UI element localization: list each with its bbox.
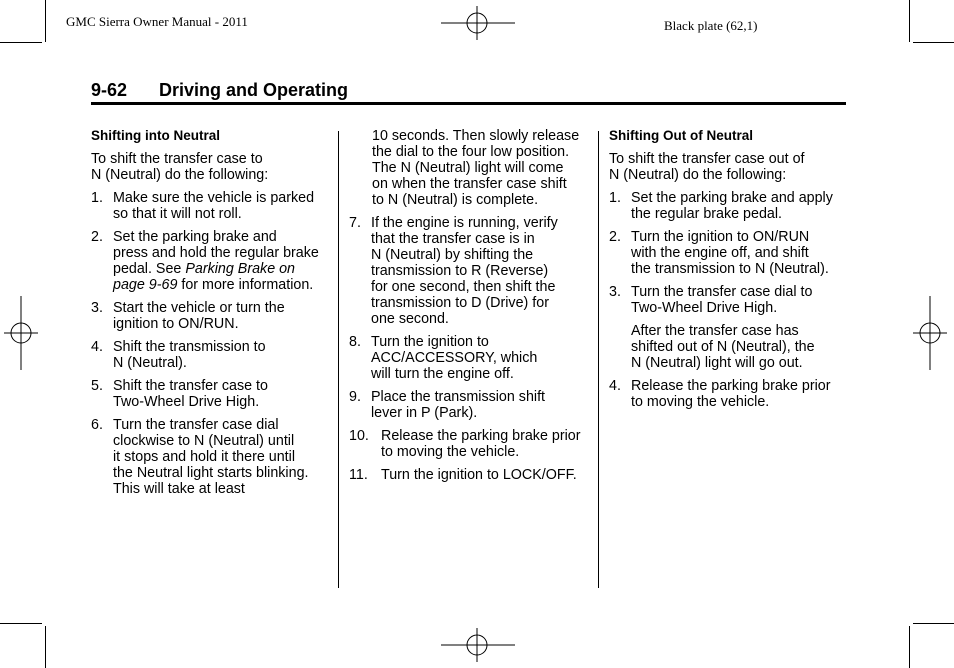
list-item: 5. Shift the transfer case to Two-Wheel Drive High. xyxy=(91,378,268,410)
list-item: 2. Turn the ignition to ON/RUN with the engine off, and shift the transmission to N (Neutral). xyxy=(609,229,829,277)
subheading: Shifting into Neutral xyxy=(91,128,220,143)
page-number: 9-62 xyxy=(91,80,128,100)
intro-paragraph: To shift the transfer case out of N (Neutral) do the following: xyxy=(609,151,805,183)
column-3 xyxy=(609,128,849,417)
crop-mark xyxy=(913,623,954,624)
crop-mark xyxy=(45,0,46,42)
crop-mark xyxy=(0,623,42,624)
registration-mark-icon xyxy=(441,628,515,662)
indented-paragraph: After the transfer case has shifted out of N (Neutral), the N (Neutral) light will go out. xyxy=(631,323,815,371)
list-item: 4. Shift the transmission to N (Neutral). xyxy=(91,339,266,371)
list-item: 9. Place the transmission shift lever in P (Park). xyxy=(349,389,546,421)
cross-reference-page[interactable]: page 9-69 xyxy=(113,277,178,293)
column-divider xyxy=(338,131,339,588)
column-2 xyxy=(349,128,589,490)
section-title: Driving and Operating xyxy=(159,80,349,100)
list-item: 1. Make sure the vehicle is parked so that it will not roll. xyxy=(91,190,315,222)
cross-reference-link[interactable]: Parking Brake on xyxy=(185,261,296,277)
column-divider xyxy=(598,131,599,588)
registration-mark-icon xyxy=(913,296,947,370)
plate-label: Black plate (62,1) xyxy=(664,18,758,33)
page-header xyxy=(91,80,846,105)
list-item: 7. If the engine is running, verify that the transfer case is in N (Neutral) by shifting the transmission to R (Reverse) for one second, then shift the transmission to D (Drive) for one second. xyxy=(349,215,558,327)
list-item: 8. Turn the ignition to ACC/ACCESSORY, which will turn the engine off. xyxy=(349,334,538,382)
crop-mark xyxy=(45,626,46,668)
list-item: 2. Set the parking brake and press and hold the regular brake pedal. See Parking Brake on page 9-69 for more information. xyxy=(91,229,319,293)
list-item: 3. Start the vehicle or turn the ignition to ON/RUN. xyxy=(91,300,285,332)
manual-title: GMC Sierra Owner Manual - 2011 xyxy=(66,14,248,29)
registration-mark-icon xyxy=(441,6,515,40)
list-item: 4. Release the parking brake prior to moving the vehicle. xyxy=(609,378,831,410)
list-item: 11. Turn the ignition to LOCK/OFF. xyxy=(349,467,577,483)
crop-mark xyxy=(909,626,910,668)
crop-mark xyxy=(913,42,954,43)
subheading: Shifting Out of Neutral xyxy=(609,128,753,143)
registration-mark-icon xyxy=(4,296,38,370)
list-item: 1. Set the parking brake and apply the regular brake pedal. xyxy=(609,190,833,222)
list-item: 6. Turn the transfer case dial clockwise to N (Neutral) until it stops and hold it there until the Neutral light starts blinking. This will take at least xyxy=(91,417,309,497)
list-item: 10. Release the parking brake prior to moving the vehicle. xyxy=(349,428,581,460)
crop-mark xyxy=(909,0,910,42)
intro-paragraph: To shift the transfer case to N (Neutral) do the following: xyxy=(91,151,269,183)
continued-paragraph: 10 seconds. Then slowly release the dial to the four low position. The N (Neutral) light will come on when the transfer case shift to N (Neutral) is complete. xyxy=(372,128,580,208)
crop-mark xyxy=(0,42,42,43)
column-1 xyxy=(91,128,331,504)
list-item: 3. Turn the transfer case dial to Two-Wheel Drive High. xyxy=(609,284,813,316)
